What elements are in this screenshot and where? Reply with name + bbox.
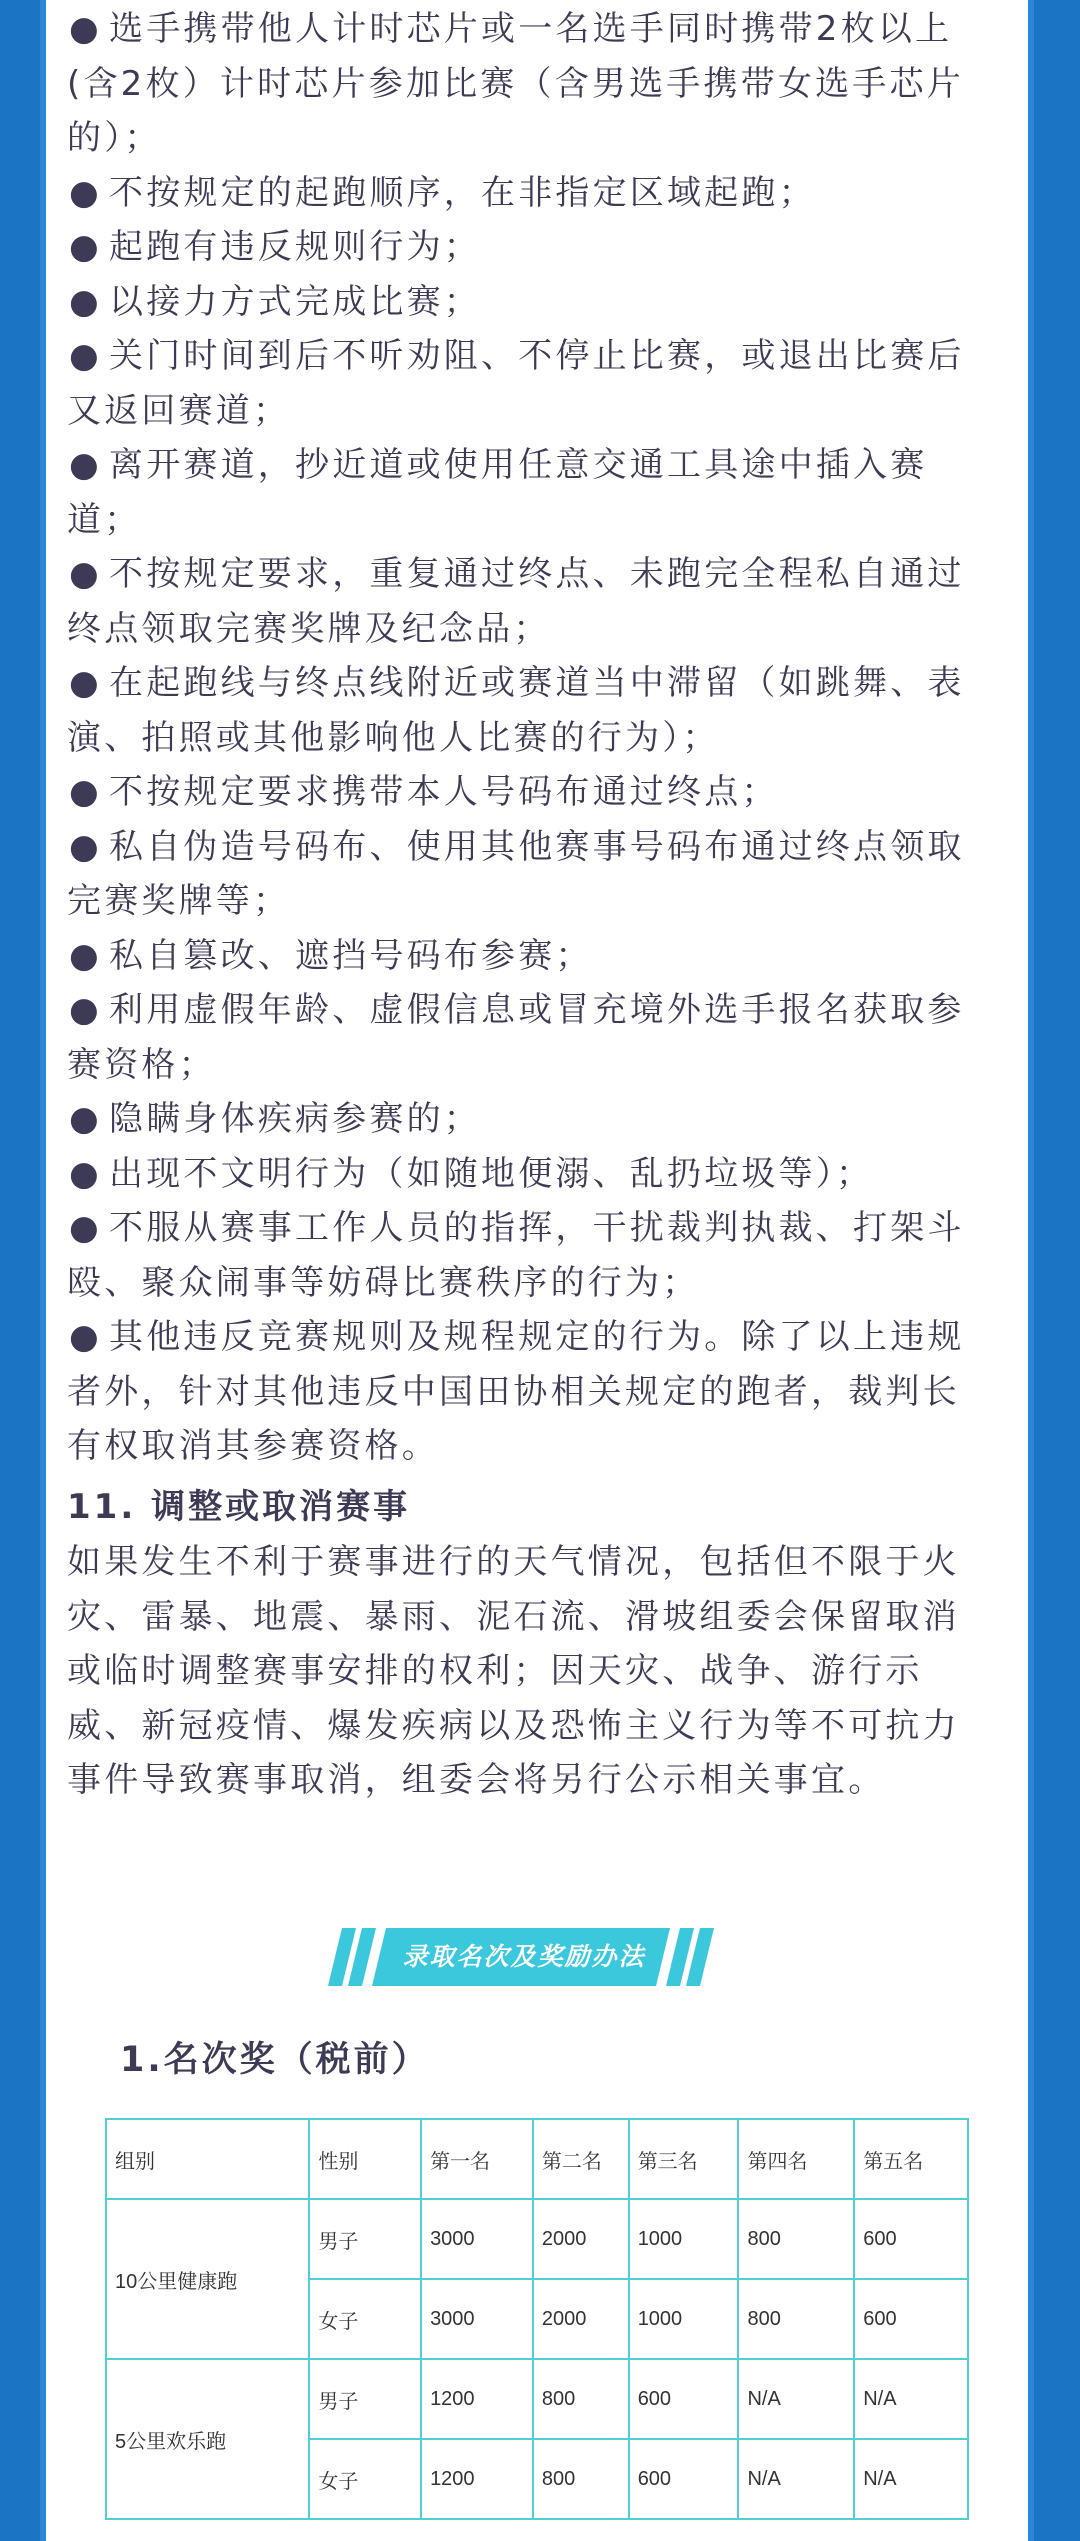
section-11-body: 如果发生不利于赛事进行的天气情况，包括但不限于火灾、雷暴、地震、暴雨、泥石流、滑坡组委会保留取消或临时调整赛事安排的权利；因天灾、战争、游行示威、新冠疫情、爆发疾病以及恐怖主义行为等不可抗力事件导致赛事取消，组委会将另行公示相关事宜。 — [67, 1542, 960, 1800]
prize-cell: 800 — [533, 2359, 629, 2439]
prize-cell: 600 — [854, 2279, 968, 2359]
rule-item: ● 不按规定要求携带本人号码布通过终点； — [67, 765, 967, 820]
rule-item: ● 利用虚假年龄、虚假信息或冒充境外选手报名获取参赛资格； — [67, 983, 967, 1092]
gender-cell: 男子 — [309, 2359, 421, 2439]
header-cell: 第二名 — [533, 2119, 629, 2199]
header-cell: 第三名 — [629, 2119, 739, 2199]
violation-rules-list — [67, 2, 967, 1474]
award-section-title: 1.名次奖（税前） — [120, 2040, 430, 2080]
rule-item: ● 不服从赛事工作人员的指挥，干扰裁判执裁、打架斗殴、聚众闹事等妨碍比赛秩序的行为； — [67, 1201, 967, 1310]
group-cell: 10公里健康跑 — [106, 2199, 309, 2359]
rule-item: ● 关门时间到后不听劝阻、不停止比赛，或退出比赛后又返回赛道； — [67, 329, 967, 438]
table-row — [106, 2359, 968, 2439]
group-cell: 5公里欢乐跑 — [106, 2359, 309, 2519]
header-cell: 第五名 — [854, 2119, 968, 2199]
prize-cell: 600 — [629, 2439, 739, 2519]
rule-item: ● 选手携带他人计时芯片或一名选手同时携带2枚以上(含2枚）计时芯片参加比赛（含男选手携带女选手芯片的）； — [67, 2, 967, 166]
prize-cell: 3000 — [421, 2279, 533, 2359]
prize-cell: 2000 — [533, 2279, 629, 2359]
prize-cell: 600 — [854, 2199, 968, 2279]
prize-cell: 1000 — [629, 2279, 739, 2359]
prize-cell: N/A — [738, 2359, 854, 2439]
rule-item: ● 在起跑线与终点线附近或赛道当中滞留（如跳舞、表演、拍照或其他影响他人比赛的行为）； — [67, 656, 967, 765]
prize-table — [105, 2118, 969, 2520]
prize-cell: 800 — [533, 2439, 629, 2519]
gender-cell: 男子 — [309, 2199, 421, 2279]
prize-cell: 600 — [629, 2359, 739, 2439]
rule-item: ● 不按规定要求，重复通过终点、未跑完全程私自通过终点领取完赛奖牌及纪念品； — [67, 547, 967, 656]
rule-item: ● 私自篡改、遮挡号码布参赛； — [67, 929, 967, 984]
section-11-heading: 11. 调整或取消赛事 — [67, 1487, 411, 1527]
gender-cell: 女子 — [309, 2439, 421, 2519]
rule-item: ● 起跑有违反规则行为； — [67, 220, 967, 275]
prize-cell: 1200 — [421, 2439, 533, 2519]
prize-cell: 800 — [738, 2199, 854, 2279]
rule-item: ● 不按规定的起跑顺序，在非指定区域起跑； — [67, 166, 967, 221]
gender-cell: 女子 — [309, 2279, 421, 2359]
rule-item: ● 其他违反竞赛规则及规程规定的行为。除了以上违规者外，针对其他违反中国田协相关规定的跑者，裁判长有权取消其参赛资格。 — [67, 1310, 967, 1474]
prize-cell: 1000 — [629, 2199, 739, 2279]
table-row — [106, 2199, 968, 2279]
header-cell: 组别 — [106, 2119, 309, 2199]
table-header-row — [106, 2119, 968, 2199]
prize-cell: 2000 — [533, 2199, 629, 2279]
header-cell: 第四名 — [738, 2119, 854, 2199]
prize-cell: N/A — [854, 2439, 968, 2519]
header-cell: 性别 — [309, 2119, 421, 2199]
prize-cell: 1200 — [421, 2359, 533, 2439]
banner-title: 录取名次及奖励办法 — [402, 1942, 646, 1971]
prize-cell: 3000 — [421, 2199, 533, 2279]
prize-cell: 800 — [738, 2279, 854, 2359]
prize-cell: N/A — [854, 2359, 968, 2439]
rule-item: ● 私自伪造号码布、使用其他赛事号码布通过终点领取完赛奖牌等； — [67, 820, 967, 929]
header-cell: 第一名 — [421, 2119, 533, 2199]
rule-item: ● 离开赛道，抄近道或使用任意交通工具途中插入赛道； — [67, 438, 967, 547]
rule-item: ● 以接力方式完成比赛； — [67, 275, 967, 330]
prize-cell: N/A — [738, 2439, 854, 2519]
rule-item: ● 隐瞒身体疾病参赛的； — [67, 1092, 967, 1147]
rule-item: ● 出现不文明行为（如随地便溺、乱扔垃圾等）； — [67, 1147, 967, 1202]
